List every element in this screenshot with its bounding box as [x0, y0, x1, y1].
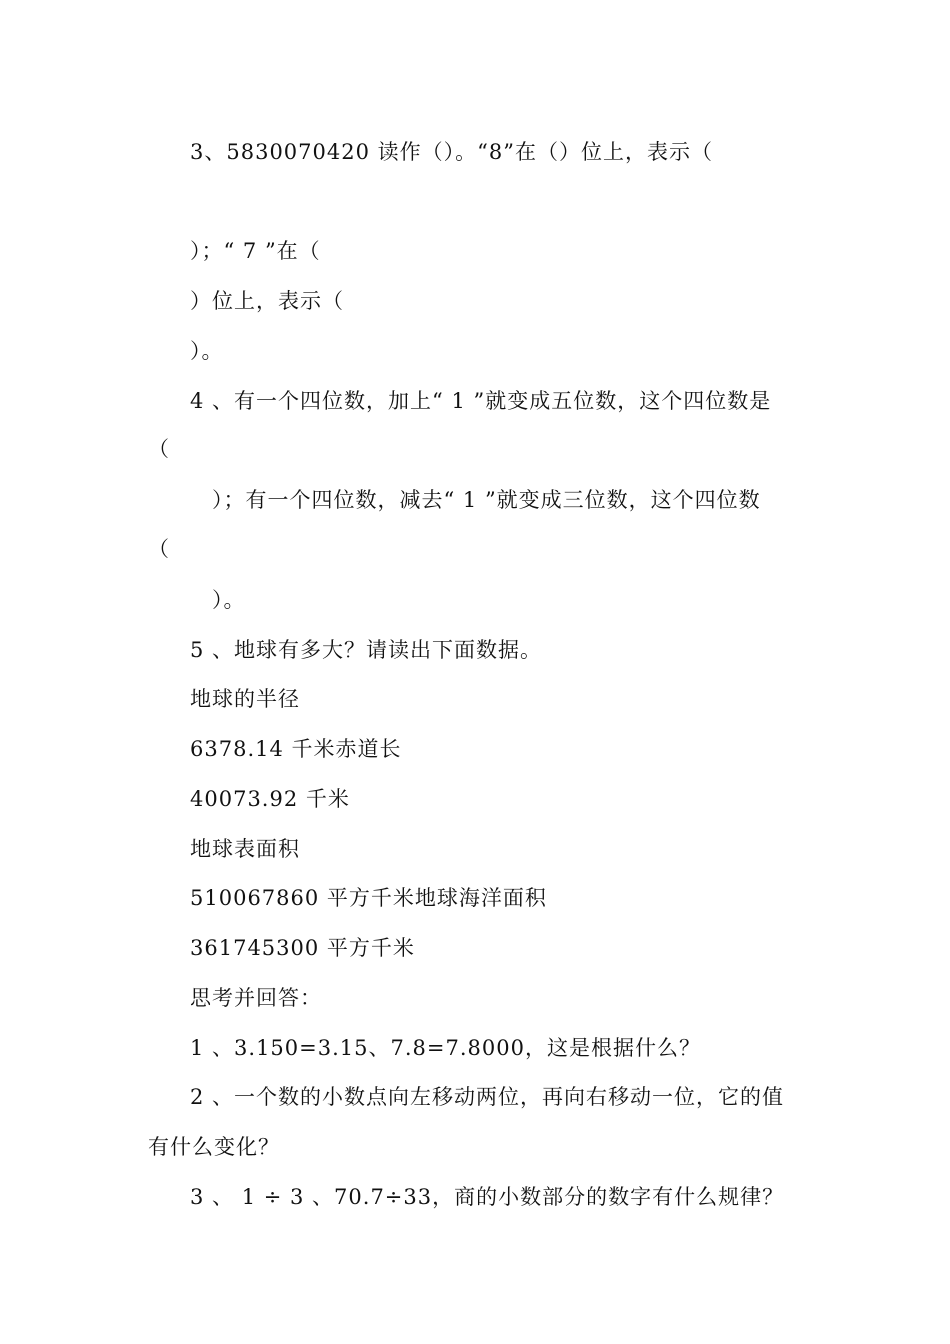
equator-length-value: 40073.92 千米 [190, 787, 350, 811]
think-and-answer-heading: 思考并回答： [190, 986, 322, 1010]
question-4-line-5: ）。 [212, 588, 246, 612]
think-question-2-line-2: 有什么变化？ [148, 1135, 280, 1159]
question-4-line-4: （ [148, 537, 170, 561]
question-3-line-3: ）位上，表示（ [190, 289, 344, 313]
question-3-line-4: ）。 [190, 339, 224, 363]
question-4-line-1: 4 、有一个四位数，加上“ 1 ”就变成五位数，这个四位数是 [190, 389, 772, 413]
ocean-area-value: 361745300 平方千米 [190, 936, 415, 960]
think-question-1: 1 、3.150=3.15、7.8=7.8000，这是根据什么？ [190, 1036, 701, 1060]
question-4-line-2: （ [148, 437, 170, 461]
earth-surface-label: 地球表面积 [190, 837, 300, 861]
question-5-title: 5 、地球有多大？请读出下面数据。 [190, 638, 543, 662]
think-question-3: 3 、 1 ÷ 3 、70.7÷33，商的小数部分的数字有什么规律？ [190, 1185, 785, 1209]
earth-radius-label: 地球的半径 [190, 687, 300, 711]
question-4-line-3: ）；有一个四位数，减去“ 1 ”就变成三位数，这个四位数 [212, 488, 761, 512]
earth-surface-value: 510067860 平方千米地球海洋面积 [190, 886, 547, 910]
earth-radius-value: 6378.14 千米赤道长 [190, 737, 402, 761]
question-3-line-2: ）；“ 7 ”在（ [190, 239, 321, 263]
question-3-line-1: 3、5830070420 读作（）。“8”在（）位上，表示（ [190, 140, 713, 164]
think-question-2-line-1: 2 、一个数的小数点向左移动两位，再向右移动一位，它的值 [190, 1085, 785, 1109]
